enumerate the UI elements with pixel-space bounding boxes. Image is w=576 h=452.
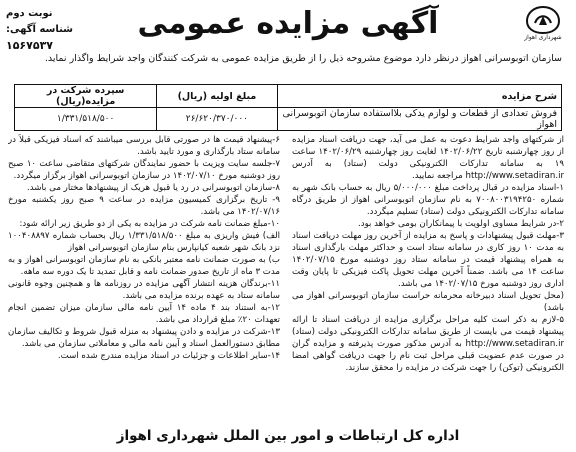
ad-id-line bbox=[6, 22, 118, 55]
term-paragraph: ۱۱-برندگان هزینه انتشار آگهی مزایده در روزنامه ها و همچنین وجوه قانونی سامانه ستاد به عهده برنده مزایده می باشد. bbox=[8, 279, 280, 301]
table-row bbox=[15, 108, 562, 131]
term-paragraph: ۷-جلسه سایت ویزیت با حضور نمایندگان شرکتهای متقاضی ساعت ۱۰ صبح روز دوشنبه مورخ ۱۴۰۲/۰۷/۱۰ در سازمان اتوبوسرانی اهواز برگزار میگردد. bbox=[8, 159, 280, 181]
ad-id-value: ۱۵۶۷۵۳۷ bbox=[6, 39, 53, 52]
intro-text: سازمان اتوبوسرانی اهواز درنظر دارد موضوع مشروحه ذیل را از طریق مزایده عمومی به شرکت کنندگان واجد شرایط واگذار نماید. bbox=[44, 53, 562, 64]
term-paragraph: ب) به صورت ضمانت نامه معتبر بانکی به نام سازمان اتوبوسرانی اهواز و به مدت ۳ ماه از تاریخ صدور ضمانت نامه و قابل تمدید تا یک دوره سه ماهه. bbox=[8, 255, 280, 277]
footer-office-name: اداره کل ارتباطات و امور بین الملل شهرداری اهواز bbox=[116, 428, 460, 444]
ad-badge bbox=[6, 6, 118, 55]
terms-column-left bbox=[8, 134, 280, 422]
term-paragraph: ۵-لازم به ذکر است کلیه مراحل برگزاری مزایده از دریافت اسناد تا ارائه پیشنهاد قیمت می بایست از طریق سامانه تدارکات الکترونیکی دولت (ستاد) http://www.setadiran.ir به آدرس مذکور صورت پذیرفته و مزایده گران در صورت عدم عضویت قبلی مراحل ثبت نام را جهت دریافت گواهی امضا الکترونیکی (توکن) را جهت شرکت در مزایده را محقق سازند. bbox=[292, 315, 564, 373]
term-paragraph: ۱۲-به استناد بند ۴ ماده ۱۴ آیین نامه مالی سازمان میزان تضمین انجام تعهدات ۲۰٪ مبلغ قرارداد می باشد. bbox=[8, 303, 280, 325]
term-paragraph: ۶-پیشنهاد قیمت ها در صورتی قابل بررسی میباشند که اسناد فیزیکی قبلاً در سامانه ستاد بارگذاری و مورد تایید باشد. bbox=[8, 135, 280, 157]
term-paragraph: ۲-در شرایط مساوی اولویت با پیمانکاران بومی خواهد بود. bbox=[358, 219, 564, 229]
ad-id-label: شناسه آگهی: bbox=[6, 24, 74, 35]
table-cell-description: فروش تعدادی از قطعات و لوازم یدکی بلااستفاده سازمان اتوبوسرانی اهواز bbox=[277, 108, 561, 131]
term-paragraph: ۱۳-شرکت در مزایده و دادن پیشنهاد به منزله قبول شروط و تکالیف سازمان مطابق دستورالعمل اسناد و آیین نامه مالی و معاملاتی سازمان می باشد. bbox=[8, 327, 280, 349]
term-paragraph: ۱۴-سایر اطلاعات و جزئیات در اسناد مزایده مندرج شده است. bbox=[57, 351, 280, 361]
table-header-deposit: سپرده شرکت در مزایده(ریال) bbox=[15, 85, 157, 108]
round-label: نوبت دوم bbox=[6, 8, 53, 19]
table-header-initial-price: مبلغ اولیه (ریال) bbox=[157, 85, 277, 108]
term-paragraph: الف) فیش واریزی به مبلغ ۱/۳۳۱/۵۱۸/۵۰۰ ریال بحساب شماره ۱۰۰۴۰۸۸۹۷ نزد بانک شهر شعبه کیانپارس بنام سازمان اتوبوسرانی اهواز bbox=[8, 231, 280, 253]
term-paragraph: ۳-مهلت قبول پیشنهادات و پاسخ به مزایده از آخرین روز مهلت دریافت اسناد به مدت ۱۰ روز کاری در سامانه ستاد است و حداکثر مهلت بارگذاری اسناد به همراه پیشنهاد قیمت در سامانه ستاد روز دوشنبه مورخ ۱۴۰۲/۰۷/۱۵ ساعت ۱۴ می باشد. ضمناً آخرین مهلت تحویل پاکت فیزیکی تا پایان وقت اداری روز دوشنبه مورخ ۱۴۰۲/۰۷/۱۵ می باشد. bbox=[292, 231, 564, 289]
table-header-description: شرح مزایده bbox=[277, 85, 561, 108]
table-cell-initial-price: ۲۶/۶۲۰/۳۷۰/۰۰۰ bbox=[157, 108, 277, 131]
table-cell-deposit: ۱/۳۳۱/۵۱۸/۵۰۰ bbox=[15, 108, 157, 131]
table-header-row bbox=[15, 85, 562, 108]
term-paragraph: ۸-سازمان اتوبوسرانی در رد یا قبول هریک از پیشنهادها مختار می باشد. bbox=[27, 183, 280, 193]
term-paragraph: ۱۰-مبلغ ضمانت نامه شرکت در مزایده به یکی از دو طریق زیر ارائه شود: bbox=[19, 219, 280, 229]
logo-caption: شهرداری اهواز bbox=[524, 34, 562, 41]
term-paragraph: ۹- تاریخ برگزاری کمیسیون مزایده در ساعت ۹ صبح روز یکشنبه مورخ ۱۴۰۲/۰۷/۱۶ می باشد. bbox=[8, 195, 280, 217]
term-paragraph: از شرکتهای واجد شرایط دعوت به عمل می آید، جهت دریافت اسناد مزایده از روز چهارشنبه تاریخ ۱۴۰۲/۰۶/۲۲ لغایت روز چهارشنبه ۱۴۰۲/۰۶/۲۹ ساعت ۱۹ به سامانه تدارکات الکترونیکی دولت (ستاد) به آدرس http://www.setadiran.ir مراجعه نمایید. bbox=[292, 135, 564, 181]
page-title: آگهی مزایده عمومی bbox=[137, 6, 439, 41]
term-paragraph: ۱-اسناد مزایده در قبال پرداخت مبلغ ۵/۰۰۰/۰۰۰ ریال به حساب بانک شهر به شماره ۷۰۰۸۰۰۳۱۹۴۲۵۰ به نام سازمان اتوبوسرانی اهواز از طریق درگاه سامانه تدارکات الکترونیکی دولت (ستاد) تسلیم میگردد. bbox=[292, 183, 564, 217]
term-paragraph: (محل تحویل اسناد دبیرخانه محرمانه حراست سازمان اتوبوسرانی اهواز می باشد) bbox=[292, 291, 564, 313]
auction-table bbox=[14, 84, 562, 131]
terms-columns bbox=[8, 134, 564, 422]
terms-column-right bbox=[292, 134, 564, 422]
